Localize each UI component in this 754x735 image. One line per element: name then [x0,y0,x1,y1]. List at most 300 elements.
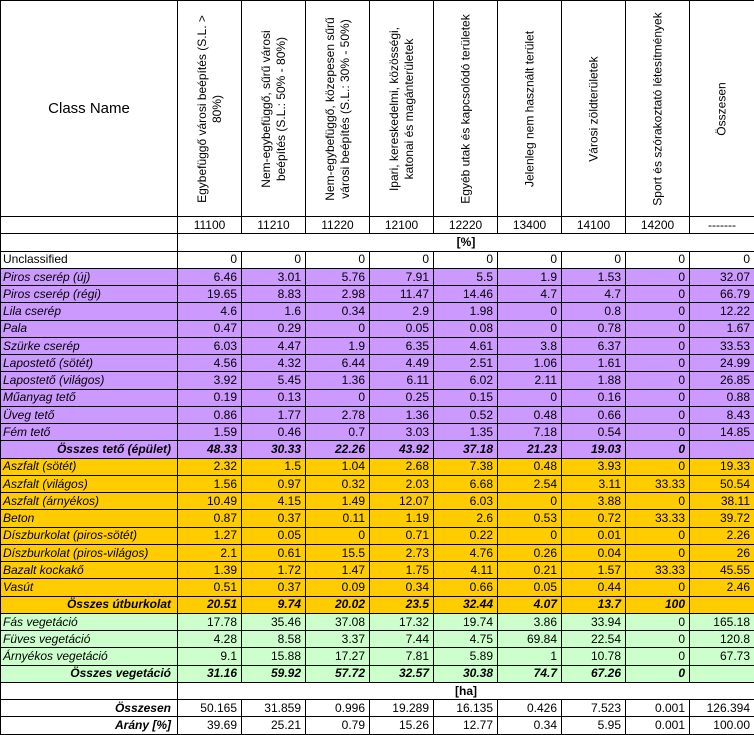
value-cell[interactable]: 1.5 [242,458,306,475]
value-cell[interactable]: 17.27 [306,648,370,665]
value-cell[interactable]: 4.61 [434,337,498,354]
value-cell[interactable]: 1.06 [498,355,562,372]
data-row [1,424,754,441]
row-label[interactable]: Bazalt kockakő [1,562,178,579]
total-value[interactable]: 20.02 [306,596,370,613]
total-value[interactable]: 67.26 [562,665,626,682]
value-cell[interactable]: 15.5 [306,544,370,561]
value-cell[interactable]: 17.78 [178,613,242,630]
value-cell[interactable]: 7.81 [370,648,434,665]
value-cell[interactable]: 11.47 [370,286,434,303]
row-label[interactable]: Vasút [1,579,178,596]
value-cell[interactable]: 1.49 [306,493,370,510]
value-cell[interactable]: 1 [498,648,562,665]
value-cell[interactable]: 0.78 [562,320,626,337]
summary-value[interactable]: 16.135 [434,700,498,717]
value-cell[interactable]: 0 [626,406,690,423]
row-label[interactable]: Üveg tető [1,406,178,423]
summary-value[interactable]: 0.001 [626,717,690,735]
row-label[interactable]: Aszfalt (sötét) [1,458,178,475]
value-cell[interactable]: 0.54 [562,424,626,441]
value-cell[interactable]: 3.93 [562,458,626,475]
value-cell[interactable]: 0.47 [178,320,242,337]
value-cell[interactable]: 0.34 [370,579,434,596]
value-cell[interactable]: 2.32 [178,458,242,475]
value-cell[interactable]: 0 [498,303,562,320]
value-cell[interactable]: 69.84 [498,631,562,648]
value-cell[interactable]: 1.72 [242,562,306,579]
total-value[interactable]: 48.33 [178,441,242,458]
value-cell[interactable]: 0.46 [242,424,306,441]
value-cell[interactable]: 6.37 [562,337,626,354]
value-cell[interactable]: 4.7 [562,286,626,303]
value-cell[interactable]: 0 [306,389,370,406]
value-cell[interactable]: 0.05 [242,527,306,544]
value-cell[interactable]: 6.46 [178,268,242,285]
value-cell[interactable]: 37.08 [306,613,370,630]
value-cell[interactable]: 0.88 [690,389,754,406]
value-cell[interactable]: 4.56 [178,355,242,372]
value-cell[interactable]: 0 [626,631,690,648]
value-cell[interactable]: 0 [498,389,562,406]
row-label[interactable]: Szürke cserép [1,337,178,354]
column-code[interactable]: 12100 [370,217,434,234]
column-code[interactable]: ------- [690,217,754,234]
value-cell[interactable]: 0 [626,579,690,596]
value-cell[interactable]: 0 [626,458,690,475]
summary-value[interactable]: 126.394 [690,700,754,717]
value-cell[interactable]: 0.29 [242,320,306,337]
row-label[interactable]: Lila cserép [1,303,178,320]
row-label[interactable]: Piros cserép (régi) [1,286,178,303]
column-header[interactable] [562,1,626,217]
row-label[interactable]: Piros cserép (új) [1,268,178,285]
row-label[interactable]: Unclassified [1,251,178,268]
row-label[interactable]: Díszburkolat (piros-világos) [1,544,178,561]
value-cell[interactable]: 5.5 [434,268,498,285]
value-cell[interactable]: 1.59 [178,424,242,441]
value-cell[interactable]: 7.44 [370,631,434,648]
value-cell[interactable]: 5.45 [242,372,306,389]
column-header-label: Nem-egybefüggő, közepesen sűrű városi beépítés (S.L.: 30% - 50%) [322,16,352,201]
summary-value[interactable]: 7.523 [562,700,626,717]
value-cell[interactable]: 0 [626,268,690,285]
summary-value[interactable]: 100.00 [690,717,754,735]
row-label[interactable]: Lapostető (világos) [1,372,178,389]
value-cell[interactable]: 0.48 [498,458,562,475]
value-cell[interactable]: 24.99 [690,355,754,372]
value-cell[interactable]: 8.58 [242,631,306,648]
summary-value[interactable]: 31.859 [242,700,306,717]
value-cell[interactable]: 33.53 [690,337,754,354]
value-cell[interactable]: 0 [626,648,690,665]
value-cell[interactable]: 2.51 [434,355,498,372]
row-label[interactable]: Árnyékos vegetáció [1,648,178,665]
value-cell[interactable]: 6.68 [434,475,498,492]
value-cell[interactable]: 0 [690,251,754,268]
total-value[interactable]: 21.23 [498,441,562,458]
value-cell[interactable]: 0.61 [242,544,306,561]
value-cell[interactable]: 0.05 [498,579,562,596]
total-value[interactable]: 74.7 [498,665,562,682]
value-cell[interactable]: 6.03 [434,493,498,510]
value-cell[interactable]: 120.8 [690,631,754,648]
value-cell[interactable]: 0.05 [370,320,434,337]
value-cell[interactable]: 0.16 [562,389,626,406]
value-cell[interactable]: 0.32 [306,475,370,492]
value-cell[interactable]: 0 [626,286,690,303]
column-code[interactable]: 12220 [434,217,498,234]
value-cell[interactable]: 1.36 [370,406,434,423]
value-cell[interactable]: 0.66 [434,579,498,596]
value-cell[interactable]: 1.57 [562,562,626,579]
total-label[interactable]: Összes vegetáció [1,665,178,682]
value-cell[interactable]: 0.25 [370,389,434,406]
value-cell[interactable]: 0 [562,251,626,268]
total-value[interactable]: 4.07 [498,596,562,613]
value-cell[interactable]: 7.91 [370,268,434,285]
total-value[interactable]: 0 [626,665,690,682]
total-value[interactable]: 31.16 [178,665,242,682]
summary-value[interactable]: 15.26 [370,717,434,735]
value-cell[interactable]: 9.1 [178,648,242,665]
row-label[interactable]: Aszfalt (árnyékos) [1,493,178,510]
value-cell[interactable]: 0.87 [178,510,242,527]
summary-value[interactable]: 50.165 [178,700,242,717]
value-cell[interactable]: 0 [626,372,690,389]
summary-value[interactable]: 5.95 [562,717,626,735]
value-cell[interactable]: 15.88 [242,648,306,665]
column-header[interactable] [306,1,370,217]
column-header[interactable] [370,1,434,217]
value-cell[interactable]: 32.07 [690,268,754,285]
value-cell[interactable]: 1.9 [306,337,370,354]
unit-blank[interactable] [1,682,178,699]
unit-blank[interactable] [1,234,178,251]
value-cell[interactable]: 19.65 [178,286,242,303]
total-value[interactable]: 43.92 [370,441,434,458]
total-value[interactable] [690,441,754,458]
value-cell[interactable]: 50.54 [690,475,754,492]
value-cell[interactable]: 1.36 [306,372,370,389]
value-cell[interactable]: 2.78 [306,406,370,423]
value-cell[interactable]: 1.6 [242,303,306,320]
value-cell[interactable]: 33.33 [626,475,690,492]
value-cell[interactable]: 17.32 [370,613,434,630]
summary-value[interactable]: 19.289 [370,700,434,717]
column-code[interactable]: 14100 [562,217,626,234]
value-cell[interactable]: 26 [690,544,754,561]
value-cell[interactable]: 0 [306,527,370,544]
summary-label[interactable]: Arány [%] [1,717,178,735]
value-cell[interactable]: 8.83 [242,286,306,303]
value-cell[interactable]: 0.37 [242,579,306,596]
value-cell[interactable]: 33.33 [626,562,690,579]
total-value[interactable]: 59.92 [242,665,306,682]
value-cell[interactable]: 0.26 [498,544,562,561]
value-cell[interactable]: 0 [626,493,690,510]
column-code[interactable]: 14200 [626,217,690,234]
value-cell[interactable]: 8.43 [690,406,754,423]
value-cell[interactable]: 2.03 [370,475,434,492]
column-header[interactable] [498,1,562,217]
value-cell[interactable]: 1.27 [178,527,242,544]
column-code[interactable]: 11220 [306,217,370,234]
total-label[interactable]: Összes útburkolat [1,596,178,613]
value-cell[interactable]: 35.46 [242,613,306,630]
total-value[interactable]: 0 [626,441,690,458]
value-cell[interactable]: 0.53 [498,510,562,527]
value-cell[interactable]: 4.28 [178,631,242,648]
value-cell[interactable]: 14.85 [690,424,754,441]
column-header[interactable] [178,1,242,217]
row-label[interactable]: Fás vegetáció [1,613,178,630]
total-value[interactable]: 23.5 [370,596,434,613]
summary-value[interactable]: 0.426 [498,700,562,717]
value-cell[interactable]: 19.74 [434,613,498,630]
value-cell[interactable]: 0.52 [434,406,498,423]
total-value[interactable]: 30.38 [434,665,498,682]
value-cell[interactable]: 4.47 [242,337,306,354]
value-cell[interactable]: 7.18 [498,424,562,441]
total-value[interactable]: 57.72 [306,665,370,682]
value-cell[interactable]: 0 [626,544,690,561]
value-cell[interactable]: 2.1 [178,544,242,561]
value-cell[interactable]: 1.53 [562,268,626,285]
row-label[interactable]: Lapostető (sötét) [1,355,178,372]
row-label[interactable]: Pala [1,320,178,337]
value-cell[interactable]: 12.07 [370,493,434,510]
unit-ha[interactable]: [ha] [178,682,754,699]
value-cell[interactable]: 4.32 [242,355,306,372]
column-header[interactable] [690,1,754,217]
value-cell[interactable]: 1.04 [306,458,370,475]
row-label[interactable]: Füves vegetáció [1,631,178,648]
value-cell[interactable]: 2.54 [498,475,562,492]
value-cell[interactable]: 0.15 [434,389,498,406]
value-cell[interactable]: 0 [626,320,690,337]
column-header-wrap [626,3,689,215]
total-value[interactable]: 22.26 [306,441,370,458]
row-label[interactable]: Díszburkolat (piros-sötét) [1,527,178,544]
value-cell[interactable]: 0 [178,251,242,268]
value-cell[interactable]: 0 [434,251,498,268]
summary-value[interactable]: 0.996 [306,700,370,717]
column-code[interactable]: 11100 [178,217,242,234]
value-cell[interactable]: 0.13 [242,389,306,406]
value-cell[interactable]: 38.11 [690,493,754,510]
value-cell[interactable]: 10.49 [178,493,242,510]
column-code[interactable]: 13400 [498,217,562,234]
value-cell[interactable]: 3.03 [370,424,434,441]
total-label[interactable]: Összes tető (épület) [1,441,178,458]
value-cell[interactable]: 3.92 [178,372,242,389]
value-cell[interactable]: 45.55 [690,562,754,579]
summary-value[interactable]: 12.77 [434,717,498,735]
value-cell[interactable]: 0 [498,320,562,337]
value-cell[interactable]: 1.19 [370,510,434,527]
summary-value[interactable]: 0.79 [306,717,370,735]
value-cell[interactable]: 0.7 [306,424,370,441]
value-cell[interactable]: 4.6 [178,303,242,320]
total-value[interactable] [690,596,754,613]
value-cell[interactable]: 2.9 [370,303,434,320]
value-cell[interactable]: 3.8 [498,337,562,354]
value-cell[interactable]: 1.61 [562,355,626,372]
data-row [1,648,754,665]
total-value[interactable] [690,665,754,682]
row-label[interactable]: Műanyag tető [1,389,178,406]
value-cell[interactable]: 33.33 [626,510,690,527]
value-cell[interactable]: 0.21 [498,562,562,579]
value-cell[interactable]: 0 [626,613,690,630]
value-cell[interactable]: 1.88 [562,372,626,389]
class-name-header[interactable]: Class Name [1,1,178,217]
value-cell[interactable]: 0.37 [242,510,306,527]
value-cell[interactable]: 0.44 [562,579,626,596]
value-cell[interactable]: 0.09 [306,579,370,596]
column-code[interactable]: 11210 [242,217,306,234]
row-label[interactable]: Fém tető [1,424,178,441]
value-cell[interactable]: 1.9 [498,268,562,285]
value-cell[interactable]: 2.46 [690,579,754,596]
value-cell[interactable]: 26.85 [690,372,754,389]
value-cell[interactable]: 6.44 [306,355,370,372]
value-cell[interactable]: 4.76 [434,544,498,561]
total-value[interactable]: 20.51 [178,596,242,613]
value-cell[interactable]: 10.78 [562,648,626,665]
summary-value[interactable]: 25.21 [242,717,306,735]
value-cell[interactable]: 0 [498,527,562,544]
value-cell[interactable]: 0 [498,493,562,510]
value-cell[interactable]: 1.56 [178,475,242,492]
value-cell[interactable]: 4.15 [242,493,306,510]
value-cell[interactable]: 0 [626,389,690,406]
total-value[interactable]: 100 [626,596,690,613]
value-cell[interactable]: 1.67 [690,320,754,337]
value-cell[interactable]: 0 [626,355,690,372]
unit-percent[interactable]: [%] [178,234,754,251]
value-cell[interactable]: 4.7 [498,286,562,303]
value-cell[interactable]: 3.88 [562,493,626,510]
value-cell[interactable]: 0 [626,424,690,441]
value-cell[interactable]: 1.35 [434,424,498,441]
value-cell[interactable]: 2.26 [690,527,754,544]
value-cell[interactable]: 1.75 [370,562,434,579]
value-cell[interactable]: 0.22 [434,527,498,544]
value-cell[interactable]: 0 [626,527,690,544]
summary-value[interactable]: 0.001 [626,700,690,717]
value-cell[interactable]: 0 [242,251,306,268]
value-cell[interactable]: 6.11 [370,372,434,389]
value-cell[interactable]: 3.01 [242,268,306,285]
value-cell[interactable]: 1.77 [242,406,306,423]
value-cell[interactable]: 33.94 [562,613,626,630]
total-value[interactable]: 32.44 [434,596,498,613]
row-label[interactable]: Aszfalt (világos) [1,475,178,492]
value-cell[interactable]: 12.22 [690,303,754,320]
code-blank[interactable] [1,217,178,234]
value-cell[interactable]: 0.11 [306,510,370,527]
value-cell[interactable]: 4.75 [434,631,498,648]
value-cell[interactable]: 1.47 [306,562,370,579]
value-cell[interactable]: 6.35 [370,337,434,354]
value-cell[interactable]: 0 [626,251,690,268]
column-header[interactable] [626,1,690,217]
value-cell[interactable]: 0 [306,320,370,337]
value-cell[interactable]: 0.19 [178,389,242,406]
value-cell[interactable]: 0.08 [434,320,498,337]
value-cell[interactable]: 0 [626,303,690,320]
row-label[interactable]: Beton [1,510,178,527]
value-cell[interactable]: 2.68 [370,458,434,475]
value-cell[interactable]: 6.02 [434,372,498,389]
value-cell[interactable]: 0.48 [498,406,562,423]
value-cell[interactable]: 0 [626,337,690,354]
value-cell[interactable]: 0.66 [562,406,626,423]
column-header[interactable] [434,1,498,217]
value-cell[interactable]: 6.03 [178,337,242,354]
value-cell[interactable]: 0 [498,251,562,268]
value-cell[interactable]: 14.46 [434,286,498,303]
value-cell[interactable]: 0.97 [242,475,306,492]
value-cell[interactable]: 0 [370,251,434,268]
summary-value[interactable]: 0.34 [498,717,562,735]
total-value[interactable]: 32.57 [370,665,434,682]
total-value[interactable]: 9.74 [242,596,306,613]
value-cell[interactable]: 39.72 [690,510,754,527]
value-cell[interactable]: 165.18 [690,613,754,630]
summary-label[interactable]: Összesen [1,700,178,717]
value-cell[interactable]: 0.04 [562,544,626,561]
value-cell[interactable]: 7.38 [434,458,498,475]
value-cell[interactable]: 19.33 [690,458,754,475]
total-value[interactable]: 30.33 [242,441,306,458]
value-cell[interactable]: 3.86 [498,613,562,630]
value-cell[interactable]: 0.72 [562,510,626,527]
value-cell[interactable]: 0.8 [562,303,626,320]
value-cell[interactable]: 0.51 [178,579,242,596]
value-cell[interactable]: 3.11 [562,475,626,492]
total-value[interactable]: 37.18 [434,441,498,458]
data-row [1,631,754,648]
value-cell[interactable]: 2.11 [498,372,562,389]
value-cell[interactable]: 66.79 [690,286,754,303]
value-cell[interactable]: 0 [306,251,370,268]
value-cell[interactable]: 3.37 [306,631,370,648]
value-cell[interactable]: 0.34 [306,303,370,320]
value-cell[interactable]: 67.73 [690,648,754,665]
column-header[interactable] [242,1,306,217]
summary-value[interactable]: 39.69 [178,717,242,735]
value-cell[interactable]: 5.89 [434,648,498,665]
value-cell[interactable]: 0.86 [178,406,242,423]
value-cell[interactable]: 22.54 [562,631,626,648]
value-cell[interactable]: 2.98 [306,286,370,303]
value-cell[interactable]: 0.01 [562,527,626,544]
value-cell[interactable]: 4.49 [370,355,434,372]
value-cell[interactable]: 4.11 [434,562,498,579]
value-cell[interactable]: 1.39 [178,562,242,579]
total-value[interactable]: 19.03 [562,441,626,458]
data-row [1,286,754,303]
value-cell[interactable]: 2.6 [434,510,498,527]
value-cell[interactable]: 0.71 [370,527,434,544]
total-value[interactable]: 13.7 [562,596,626,613]
value-cell[interactable]: 1.98 [434,303,498,320]
value-cell[interactable]: 2.73 [370,544,434,561]
value-cell[interactable]: 5.76 [306,268,370,285]
